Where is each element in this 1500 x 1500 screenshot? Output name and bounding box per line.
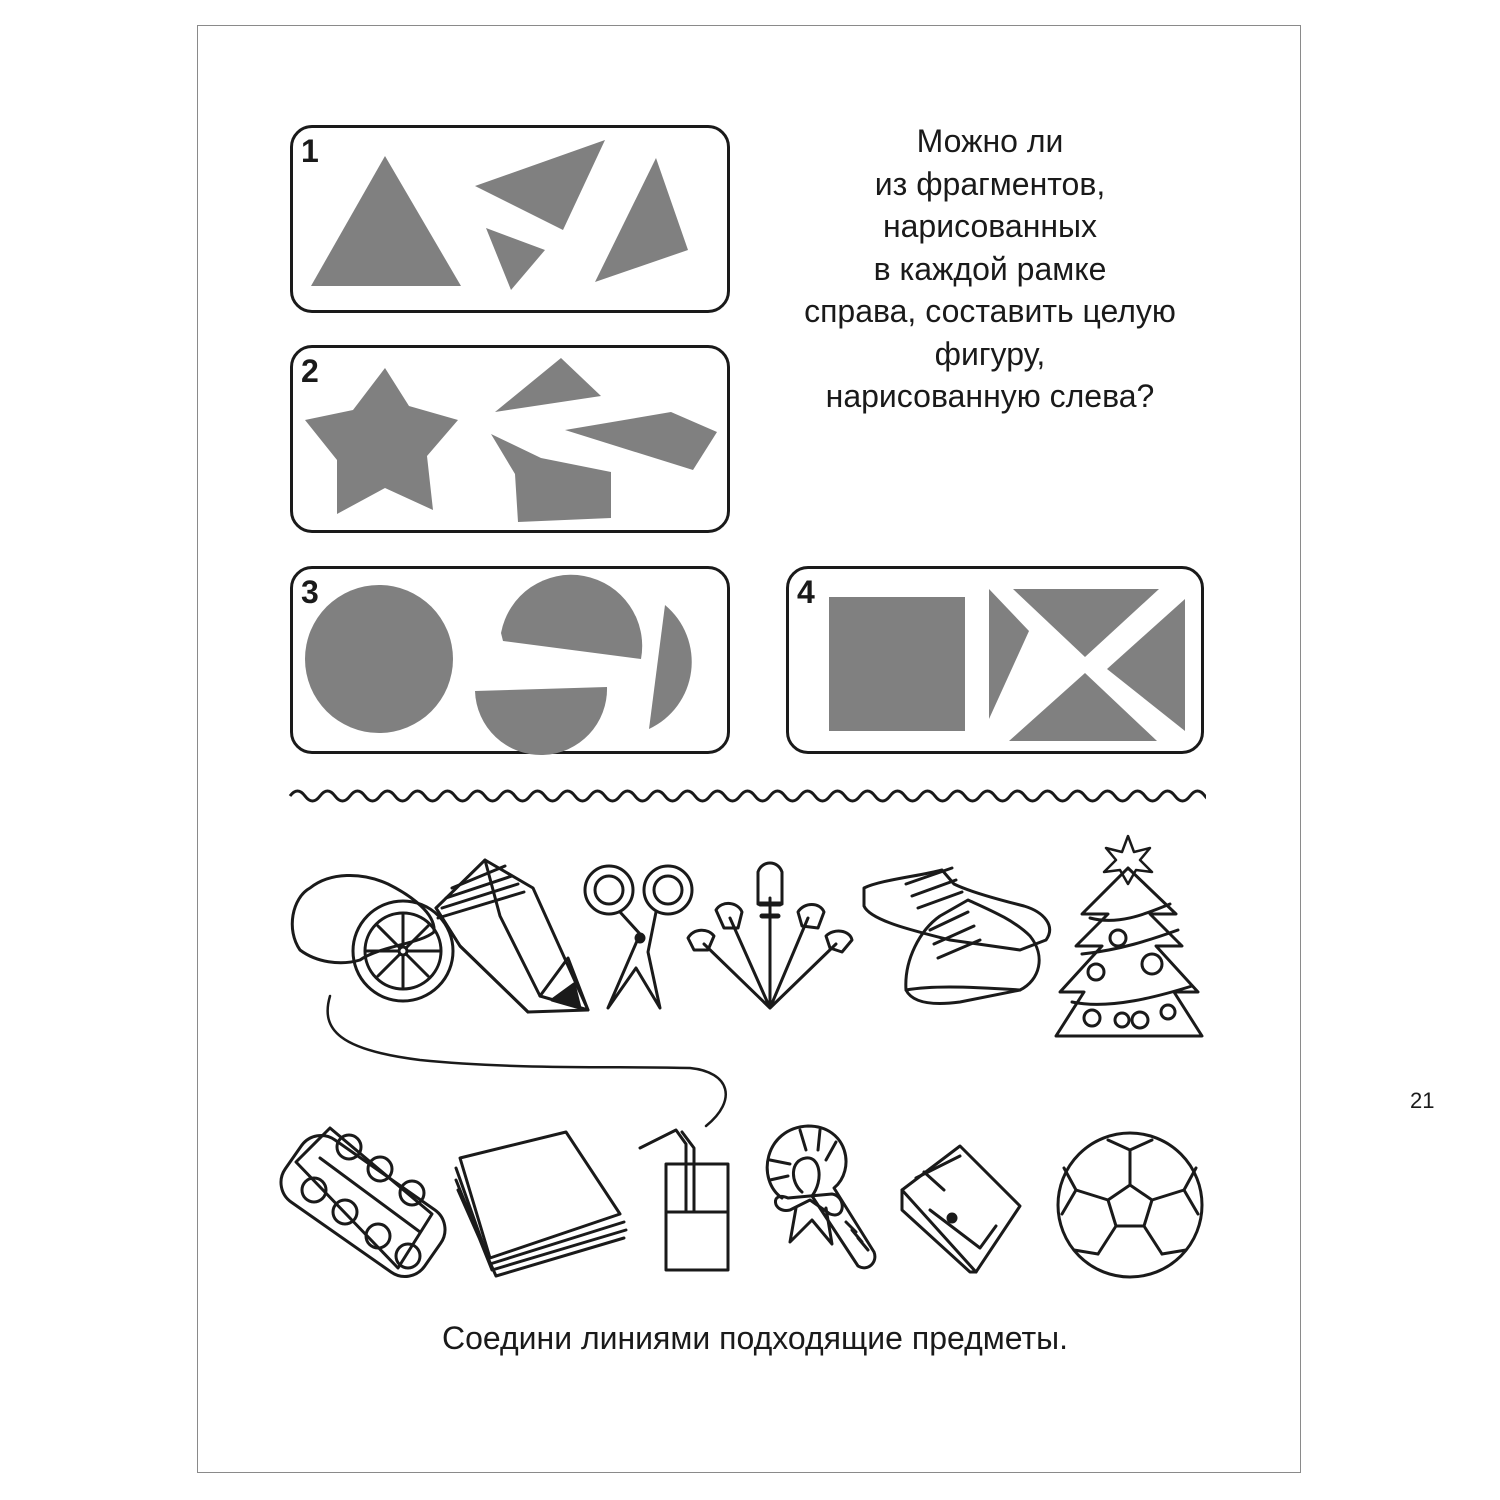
triangle-fragments <box>293 128 733 316</box>
wavy-divider <box>288 783 1206 809</box>
star-fragment <box>491 434 611 522</box>
circle-fragment <box>501 575 642 659</box>
star-fragments <box>293 348 733 536</box>
frame-number: 4 <box>797 574 815 610</box>
circle-fragment <box>649 605 692 729</box>
frame-number: 3 <box>301 574 319 610</box>
frame-number: 2 <box>301 353 319 389</box>
whole-square <box>829 597 965 731</box>
triangle-fragment <box>486 228 545 290</box>
page-number: 21 <box>1410 1088 1435 1113</box>
square-fragments <box>789 569 1207 757</box>
puzzle-frame-4 <box>786 566 1204 754</box>
square-fragment <box>989 589 1029 719</box>
whole-star <box>305 368 458 514</box>
puzzle-frame-1 <box>290 125 730 313</box>
whole-triangle <box>311 156 461 286</box>
circle-fragment <box>475 687 607 755</box>
task-caption: Соедини линиями подходящие предметы. <box>441 1320 1069 1356</box>
puzzle-frame-2 <box>290 345 730 533</box>
star-fragment <box>495 358 601 412</box>
whole-circle <box>305 585 453 733</box>
circle-fragments <box>293 569 733 757</box>
task-instruction: Можно ли из фрагментов, нарисованных в каждой рамке справа, составить целую фигуру, нарисованную слева? <box>804 123 1176 414</box>
star-fragment <box>565 412 717 470</box>
triangle-fragment <box>475 140 605 230</box>
puzzle-frame-3 <box>290 566 730 754</box>
triangle-fragment <box>595 158 688 282</box>
frame-number: 1 <box>301 133 319 169</box>
